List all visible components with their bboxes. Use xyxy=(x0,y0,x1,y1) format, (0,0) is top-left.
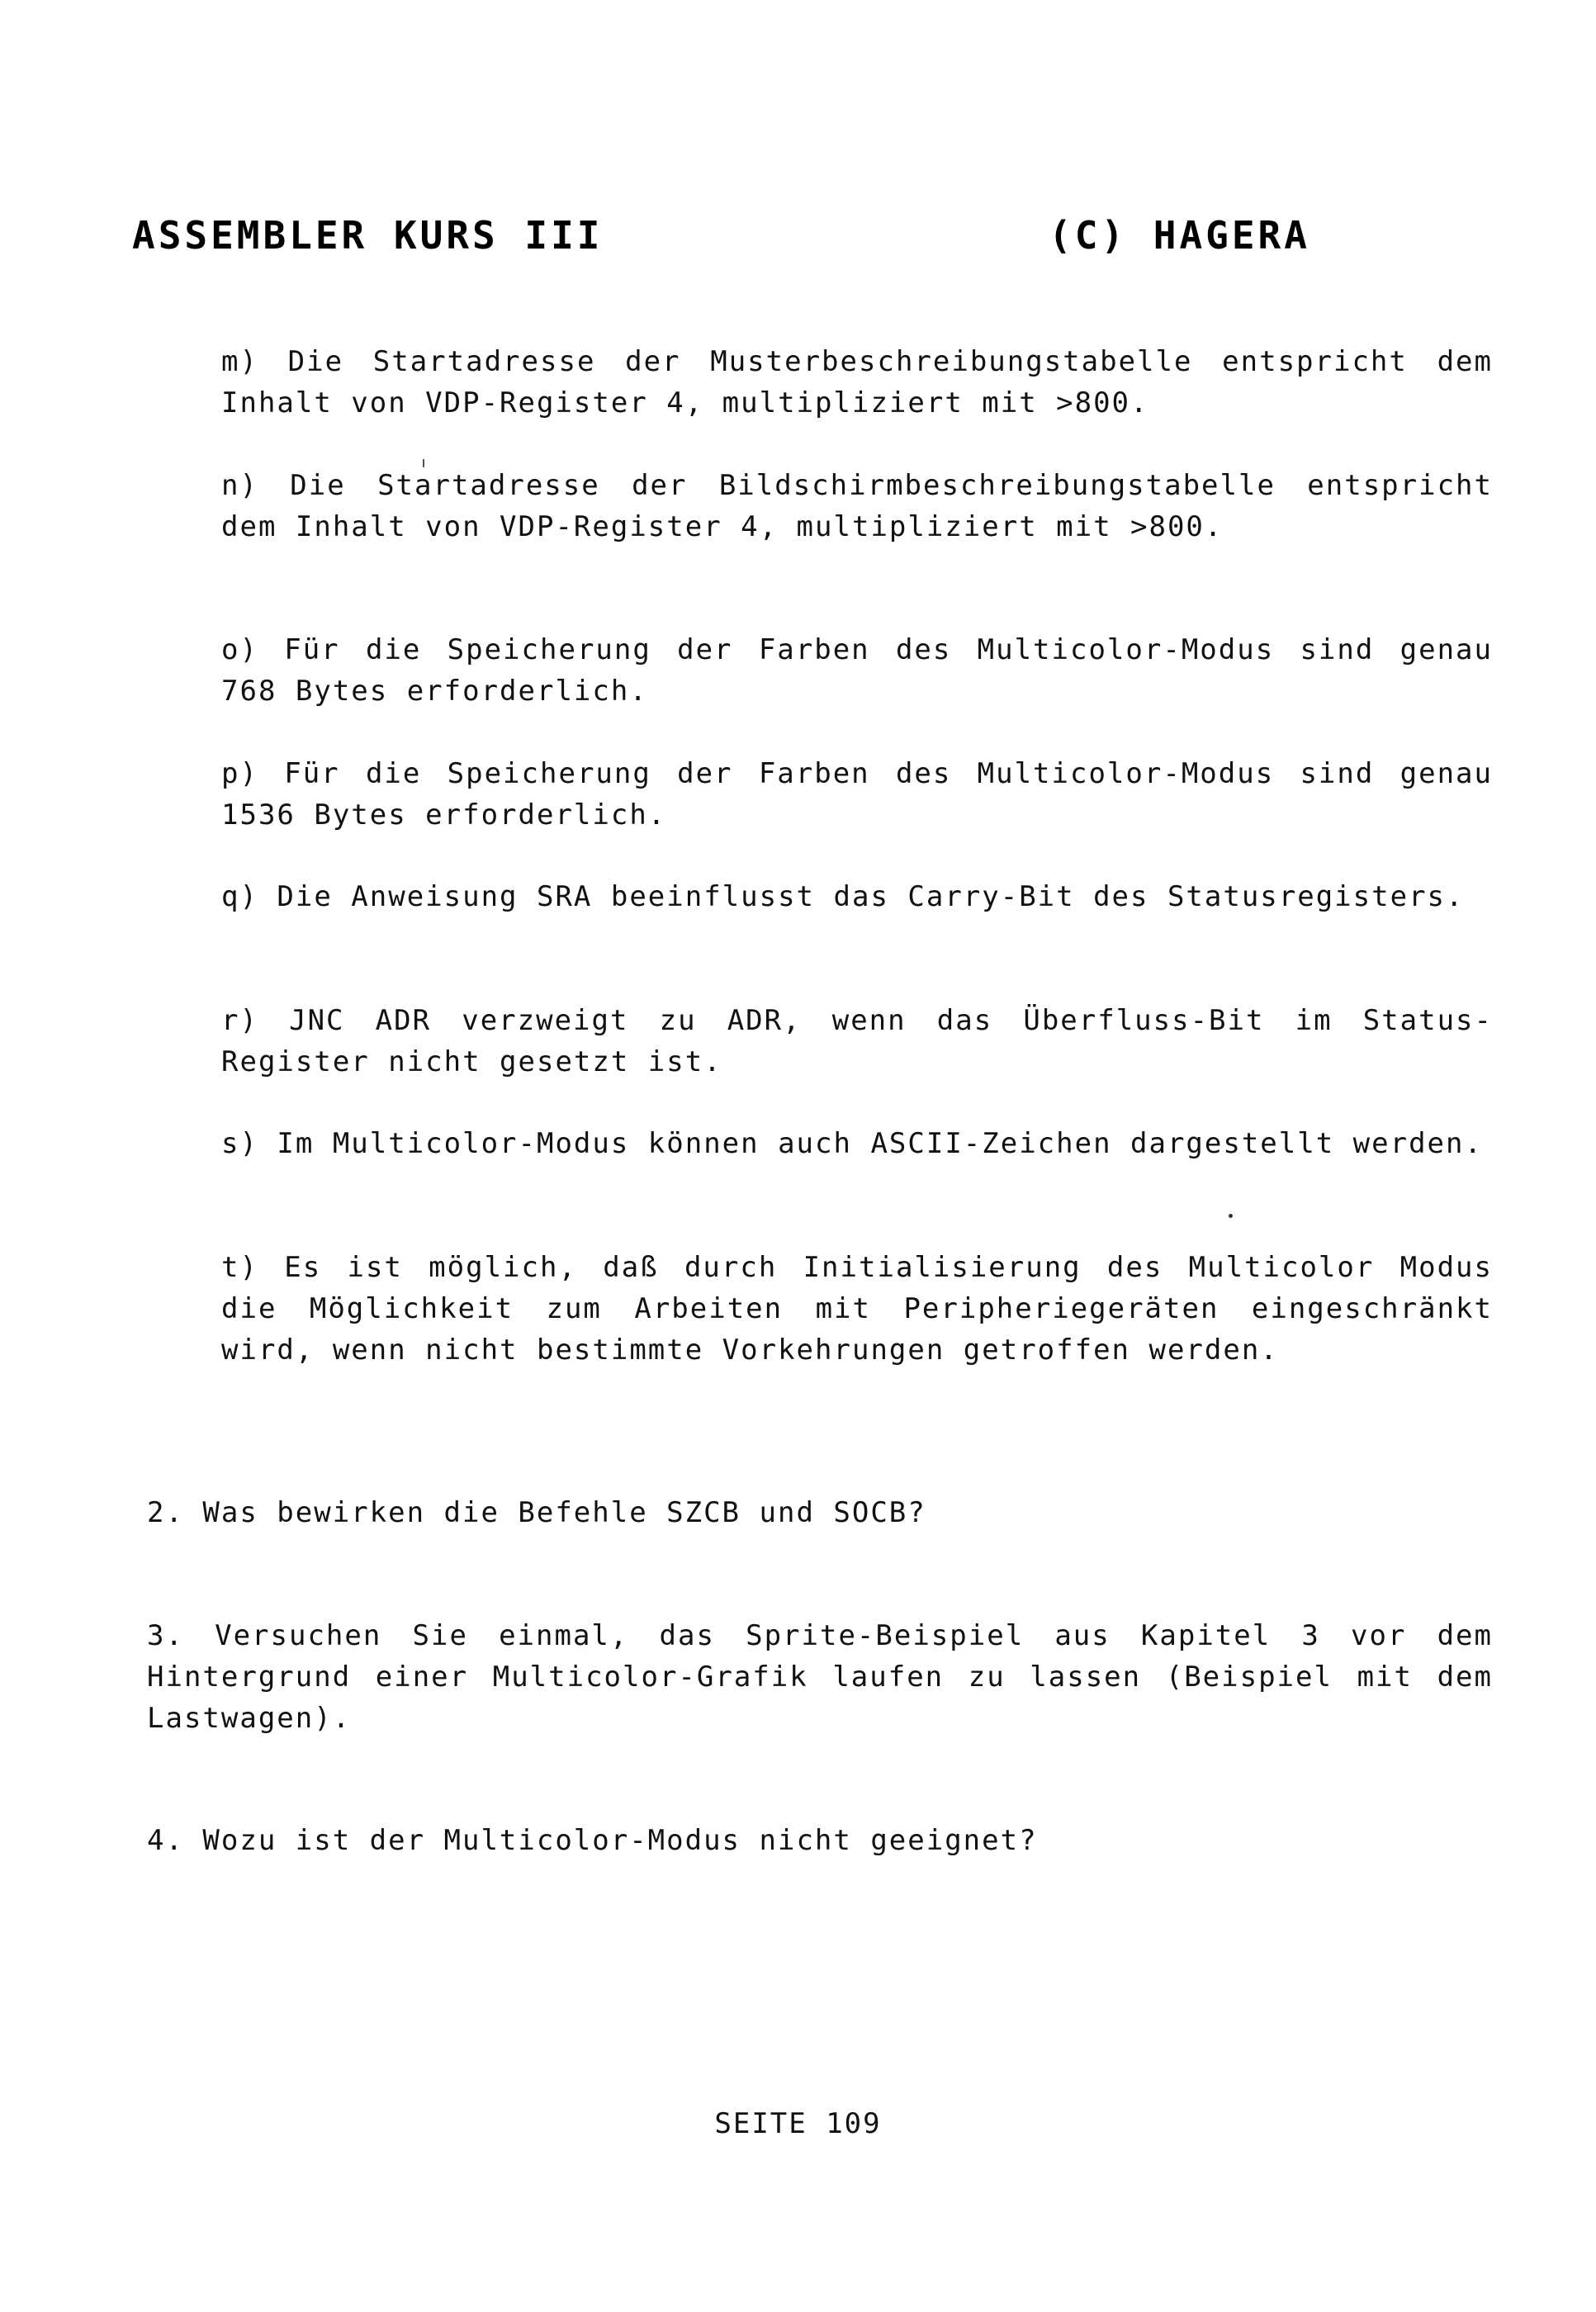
scan-artifact-dot xyxy=(1229,1214,1233,1218)
statement-n: n) Die Startadresse der Bildschirmbeschreibungstabelle entspricht dem Inhalt von VDP-Register 4, multipliziert mit >800. xyxy=(221,469,1493,543)
question-4: 4. Wozu ist der Multicolor-Modus nicht geeignet? xyxy=(147,1824,1038,1857)
statement-p: p) Für die Speicherung der Farben des Multicolor-Modus sind genau 1536 Bytes erforderlich. xyxy=(221,757,1493,831)
question-2: 2. Was bewirken die Befehle SZCB und SOCB? xyxy=(147,1496,926,1529)
statement-s: s) Im Multicolor-Modus können auch ASCII-Zeichen dargestellt werden. xyxy=(221,1127,1483,1160)
statement-q: q) Die Anweisung SRA beeinflusst das Carry-Bit des Statusregisters. xyxy=(221,880,1465,913)
statement-m: m) Die Startadresse der Musterbeschreibungstabelle entspricht dem Inhalt von VDP-Register 4, multipliziert mit >800. xyxy=(221,345,1493,419)
question-3: 3. Versuchen Sie einmal, das Sprite-Beispiel aus Kapitel 3 vor dem Hintergrund einer Multicolor-Grafik laufen zu lassen (Beispiel mit dem Lastwagen). xyxy=(147,1619,1493,1735)
header-copyright: (C) HAGERA xyxy=(1049,213,1310,258)
page-number: SEITE 109 xyxy=(714,2107,882,2140)
page-header xyxy=(132,213,1420,271)
statement-r: r) JNC ADR verzweigt zu ADR, wenn das Überfluss-Bit im Status-Register nicht gesetzt ist. xyxy=(221,1004,1493,1078)
statement-t: t) Es ist möglich, daß durch Initialisierung des Multicolor Modus die Möglichkeit zum Arbeiten mit Peripheriegeräten eingeschränkt wird, wenn nicht bestimmte Vorkehrungen getroffen werden. xyxy=(221,1251,1493,1367)
statement-o: o) Für die Speicherung der Farben des Multicolor-Modus sind genau 768 Bytes erforderlich. xyxy=(221,633,1493,708)
header-title: ASSEMBLER KURS III xyxy=(132,213,604,258)
